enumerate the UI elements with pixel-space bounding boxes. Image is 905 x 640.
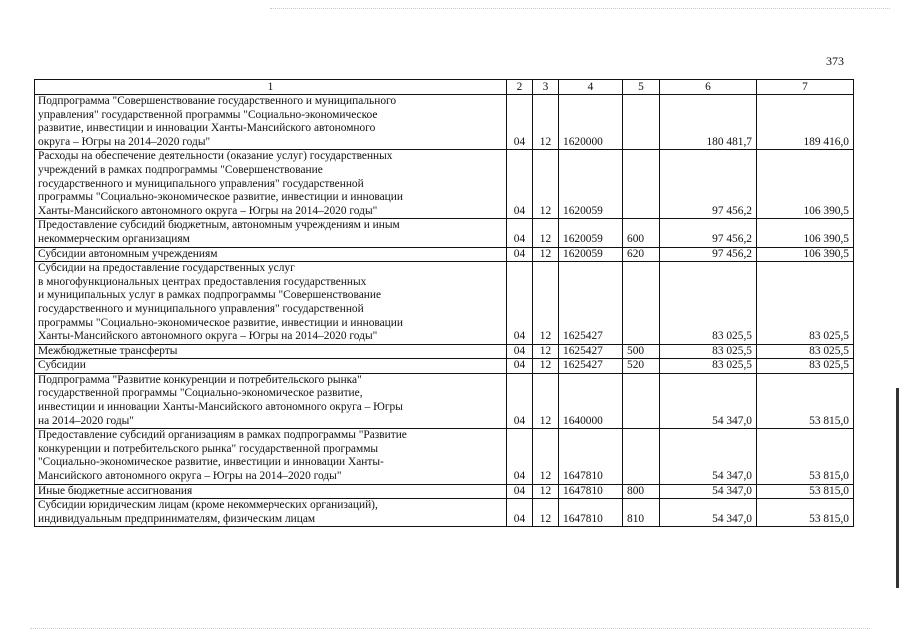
row-target-code-cell: 1625427 <box>559 344 623 359</box>
scan-noise-bottom <box>30 628 870 631</box>
row-expense-type-cell <box>623 373 660 428</box>
row-expense-type-cell <box>623 95 660 150</box>
table-row <box>35 247 854 262</box>
table-row <box>35 150 854 219</box>
row-name-cell: Межбюджетные трансферты <box>35 344 507 359</box>
table-row <box>35 262 854 345</box>
row-section-cell: 04 <box>507 373 533 428</box>
row-amount-2016-cell: 106 390,5 <box>757 247 854 262</box>
row-amount-2016-cell: 53 815,0 <box>757 429 854 484</box>
row-subsection-cell: 12 <box>533 150 559 219</box>
table-row <box>35 344 854 359</box>
row-name-cell: Предоставление субсидий организациям в рамках подпрограммы "Развитие конкуренции и потребительского рынка" государственной программы "Социально-экономическое развитие, инвестиции и инновации Ханты- Мансийского автономного округа – Югры на 2014–2020 годы" <box>35 429 507 484</box>
row-target-code-cell: 1640000 <box>559 373 623 428</box>
row-section-cell: 04 <box>507 219 533 247</box>
row-section-cell: 04 <box>507 95 533 150</box>
row-target-code-cell: 1625427 <box>559 359 623 374</box>
row-amount-2016-cell: 106 390,5 <box>757 219 854 247</box>
row-expense-type-cell: 800 <box>623 484 660 499</box>
table-row <box>35 95 854 150</box>
table-row <box>35 429 854 484</box>
row-amount-2015-cell: 54 347,0 <box>660 373 757 428</box>
row-target-code-cell: 1647810 <box>559 484 623 499</box>
row-amount-2015-cell: 83 025,5 <box>660 344 757 359</box>
row-expense-type-cell: 500 <box>623 344 660 359</box>
row-section-cell: 04 <box>507 247 533 262</box>
row-name-cell: Иные бюджетные ассигнования <box>35 484 507 499</box>
header-col-7: 7 <box>757 80 854 95</box>
table-row <box>35 359 854 374</box>
header-col-6: 6 <box>660 80 757 95</box>
row-target-code-cell: 1620059 <box>559 150 623 219</box>
row-amount-2015-cell: 97 456,2 <box>660 219 757 247</box>
row-name-cell: Подпрограмма "Совершенствование государственного и муниципального управления" государственной программы "Социально-экономическое развитие, инвестиции и инновации Ханты-Мансийского автономного округа – Югры на 2014–2020 годы" <box>35 95 507 150</box>
row-expense-type-cell: 620 <box>623 247 660 262</box>
table-body <box>35 80 854 527</box>
row-amount-2015-cell: 180 481,7 <box>660 95 757 150</box>
row-section-cell: 04 <box>507 429 533 484</box>
row-expense-type-cell: 600 <box>623 219 660 247</box>
row-subsection-cell: 12 <box>533 219 559 247</box>
page-number: 373 <box>826 54 844 68</box>
row-expense-type-cell: 810 <box>623 499 660 527</box>
row-section-cell: 04 <box>507 484 533 499</box>
header-col-5: 5 <box>623 80 660 95</box>
row-name-cell: Субсидии юридическим лицам (кроме некоммерческих организаций), индивидуальным предпринимателям, физическим лицам <box>35 499 507 527</box>
row-subsection-cell: 12 <box>533 484 559 499</box>
row-amount-2015-cell: 54 347,0 <box>660 429 757 484</box>
row-target-code-cell: 1625427 <box>559 262 623 345</box>
row-section-cell: 04 <box>507 262 533 345</box>
row-amount-2016-cell: 53 815,0 <box>757 484 854 499</box>
row-target-code-cell: 1620059 <box>559 219 623 247</box>
row-amount-2015-cell: 97 456,2 <box>660 247 757 262</box>
table-row <box>35 484 854 499</box>
row-amount-2015-cell: 83 025,5 <box>660 359 757 374</box>
row-amount-2016-cell: 53 815,0 <box>757 373 854 428</box>
row-amount-2015-cell: 83 025,5 <box>660 262 757 345</box>
header-col-2: 2 <box>507 80 533 95</box>
row-amount-2016-cell: 83 025,5 <box>757 359 854 374</box>
table-header-row <box>35 80 854 95</box>
row-subsection-cell: 12 <box>533 344 559 359</box>
row-amount-2016-cell: 189 416,0 <box>757 95 854 150</box>
row-amount-2015-cell: 54 347,0 <box>660 499 757 527</box>
row-name-cell: Субсидии автономным учреждениям <box>35 247 507 262</box>
row-amount-2016-cell: 53 815,0 <box>757 499 854 527</box>
row-section-cell: 04 <box>507 150 533 219</box>
row-amount-2016-cell: 83 025,5 <box>757 262 854 345</box>
row-amount-2015-cell: 54 347,0 <box>660 484 757 499</box>
table-row <box>35 219 854 247</box>
header-col-1: 1 <box>35 80 507 95</box>
row-target-code-cell: 1620059 <box>559 247 623 262</box>
row-subsection-cell: 12 <box>533 247 559 262</box>
row-expense-type-cell <box>623 262 660 345</box>
row-amount-2015-cell: 97 456,2 <box>660 150 757 219</box>
row-name-cell: Субсидии <box>35 359 507 374</box>
scan-noise-top <box>270 8 890 11</box>
row-expense-type-cell <box>623 429 660 484</box>
row-subsection-cell: 12 <box>533 262 559 345</box>
row-name-cell: Предоставление субсидий бюджетным, автономным учреждениям и иным некоммерческим организациям <box>35 219 507 247</box>
row-amount-2016-cell: 83 025,5 <box>757 344 854 359</box>
budget-table <box>34 79 854 527</box>
scan-edge-mark <box>896 388 899 588</box>
row-target-code-cell: 1620000 <box>559 95 623 150</box>
row-expense-type-cell: 520 <box>623 359 660 374</box>
row-section-cell: 04 <box>507 344 533 359</box>
row-expense-type-cell <box>623 150 660 219</box>
row-name-cell: Субсидии на предоставление государственных услуг в многофункциональных центрах предоставления государственных и муниципальных услуг в рамках подпрограммы "Совершенствование государственного и муниципального управления" государственной программы "Социально-экономическое развитие, инвестиции и инновации Ханты-Мансийского автономного округа – Югры на 2014–2020 годы" <box>35 262 507 345</box>
table-row <box>35 373 854 428</box>
row-subsection-cell: 12 <box>533 499 559 527</box>
row-subsection-cell: 12 <box>533 373 559 428</box>
row-subsection-cell: 12 <box>533 429 559 484</box>
row-section-cell: 04 <box>507 499 533 527</box>
row-name-cell: Подпрограмма "Развитие конкуренции и потребительского рынка" государственной программы "Социально-экономическое развитие, инвестиции и инновации Ханты-Мансийского автономного округа – Югры на 2014–2020 годы" <box>35 373 507 428</box>
header-col-4: 4 <box>559 80 623 95</box>
table-row <box>35 499 854 527</box>
row-target-code-cell: 1647810 <box>559 429 623 484</box>
row-amount-2016-cell: 106 390,5 <box>757 150 854 219</box>
header-col-3: 3 <box>533 80 559 95</box>
row-subsection-cell: 12 <box>533 95 559 150</box>
row-subsection-cell: 12 <box>533 359 559 374</box>
row-target-code-cell: 1647810 <box>559 499 623 527</box>
row-name-cell: Расходы на обеспечение деятельности (оказание услуг) государственных учреждений в рамках подпрограммы "Совершенствование государственного и муниципального управления" государственной программы "Социально-экономическое развитие, инвестиции и инновации Ханты-Мансийского автономного округа – Югры на 2014–2020 годы" <box>35 150 507 219</box>
row-section-cell: 04 <box>507 359 533 374</box>
